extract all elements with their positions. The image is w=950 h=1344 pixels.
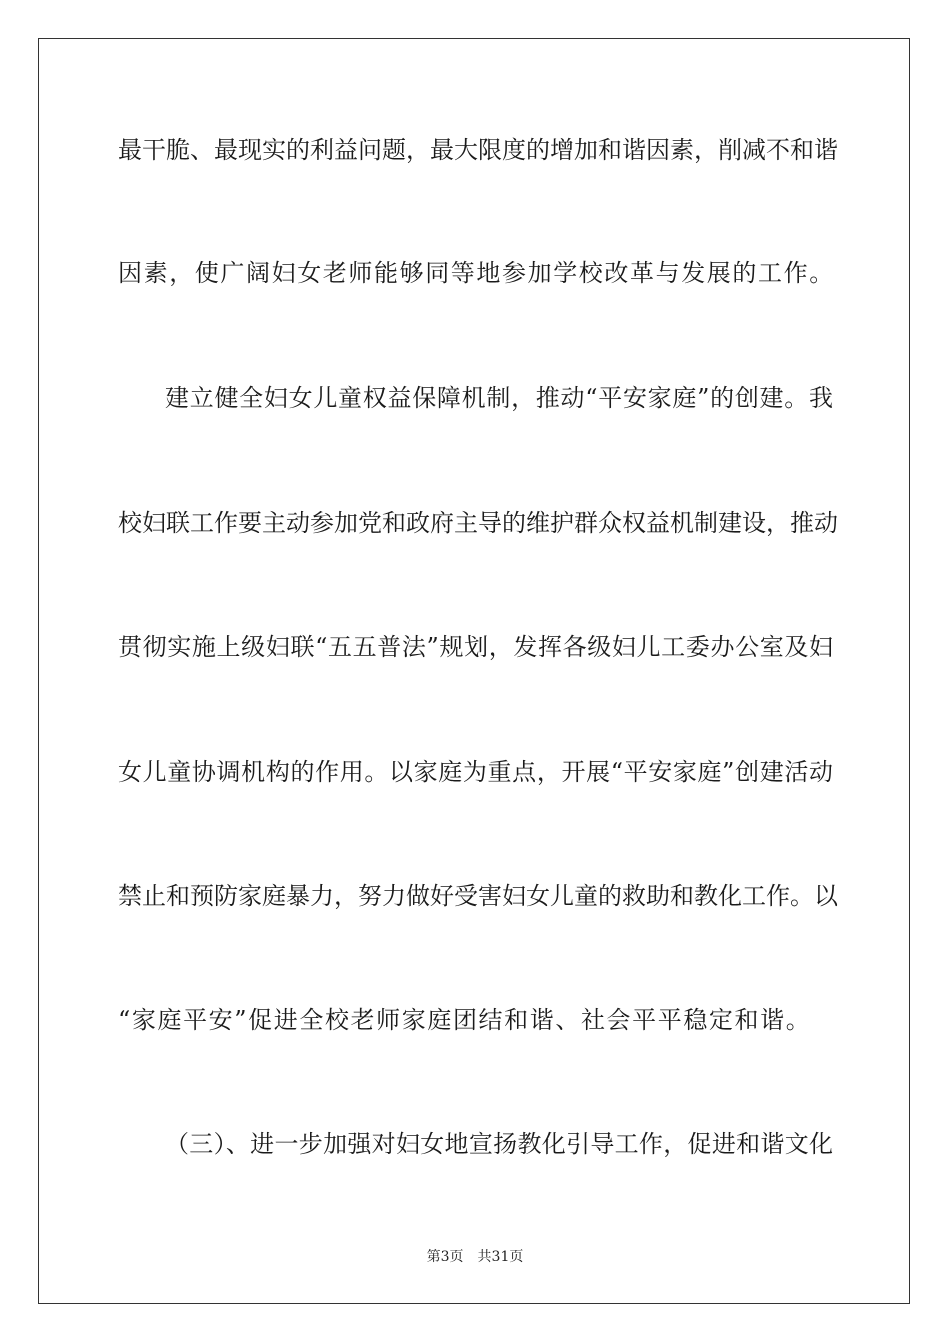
body-text-line: 女儿童协调机构的作用。以家庭为重点，开展“平安家庭”创建活动 bbox=[118, 758, 833, 786]
body-text-line: 最干脆、最现实的利益问题，最大限度的增加和谐因素，削减不和谐 bbox=[118, 136, 838, 164]
body-text-line: 禁止和预防家庭暴力，努力做好受害妇女儿童的救助和教化工作。以 bbox=[118, 882, 838, 910]
body-text-line: “家庭平安”促进全校老师家庭团结和谐、社会平平稳定和谐。 bbox=[118, 1006, 812, 1034]
body-text-line: 贯彻实施上级妇联“五五普法”规划，发挥各级妇儿工委办公室及妇 bbox=[118, 633, 833, 661]
paragraph-first-line: 建立健全妇女儿童权益保障机制，推动“平安家庭”的创建。我 bbox=[165, 384, 833, 412]
total-pages: 共31页 bbox=[477, 1249, 524, 1265]
page-border bbox=[38, 38, 910, 1304]
body-text-line: 校妇联工作要主动参加党和政府主导的维护群众权益机制建设，推动 bbox=[118, 509, 838, 537]
section-heading-line: （三）、进一步加强对妇女地宣扬教化引导工作，促进和谐文化 bbox=[165, 1130, 833, 1158]
page-footer bbox=[0, 1248, 950, 1266]
body-text-line: 因素，使广阔妇女老师能够同等地参加学校改革与发展的工作。 bbox=[118, 259, 835, 287]
page-number: 第3页 bbox=[426, 1249, 464, 1265]
